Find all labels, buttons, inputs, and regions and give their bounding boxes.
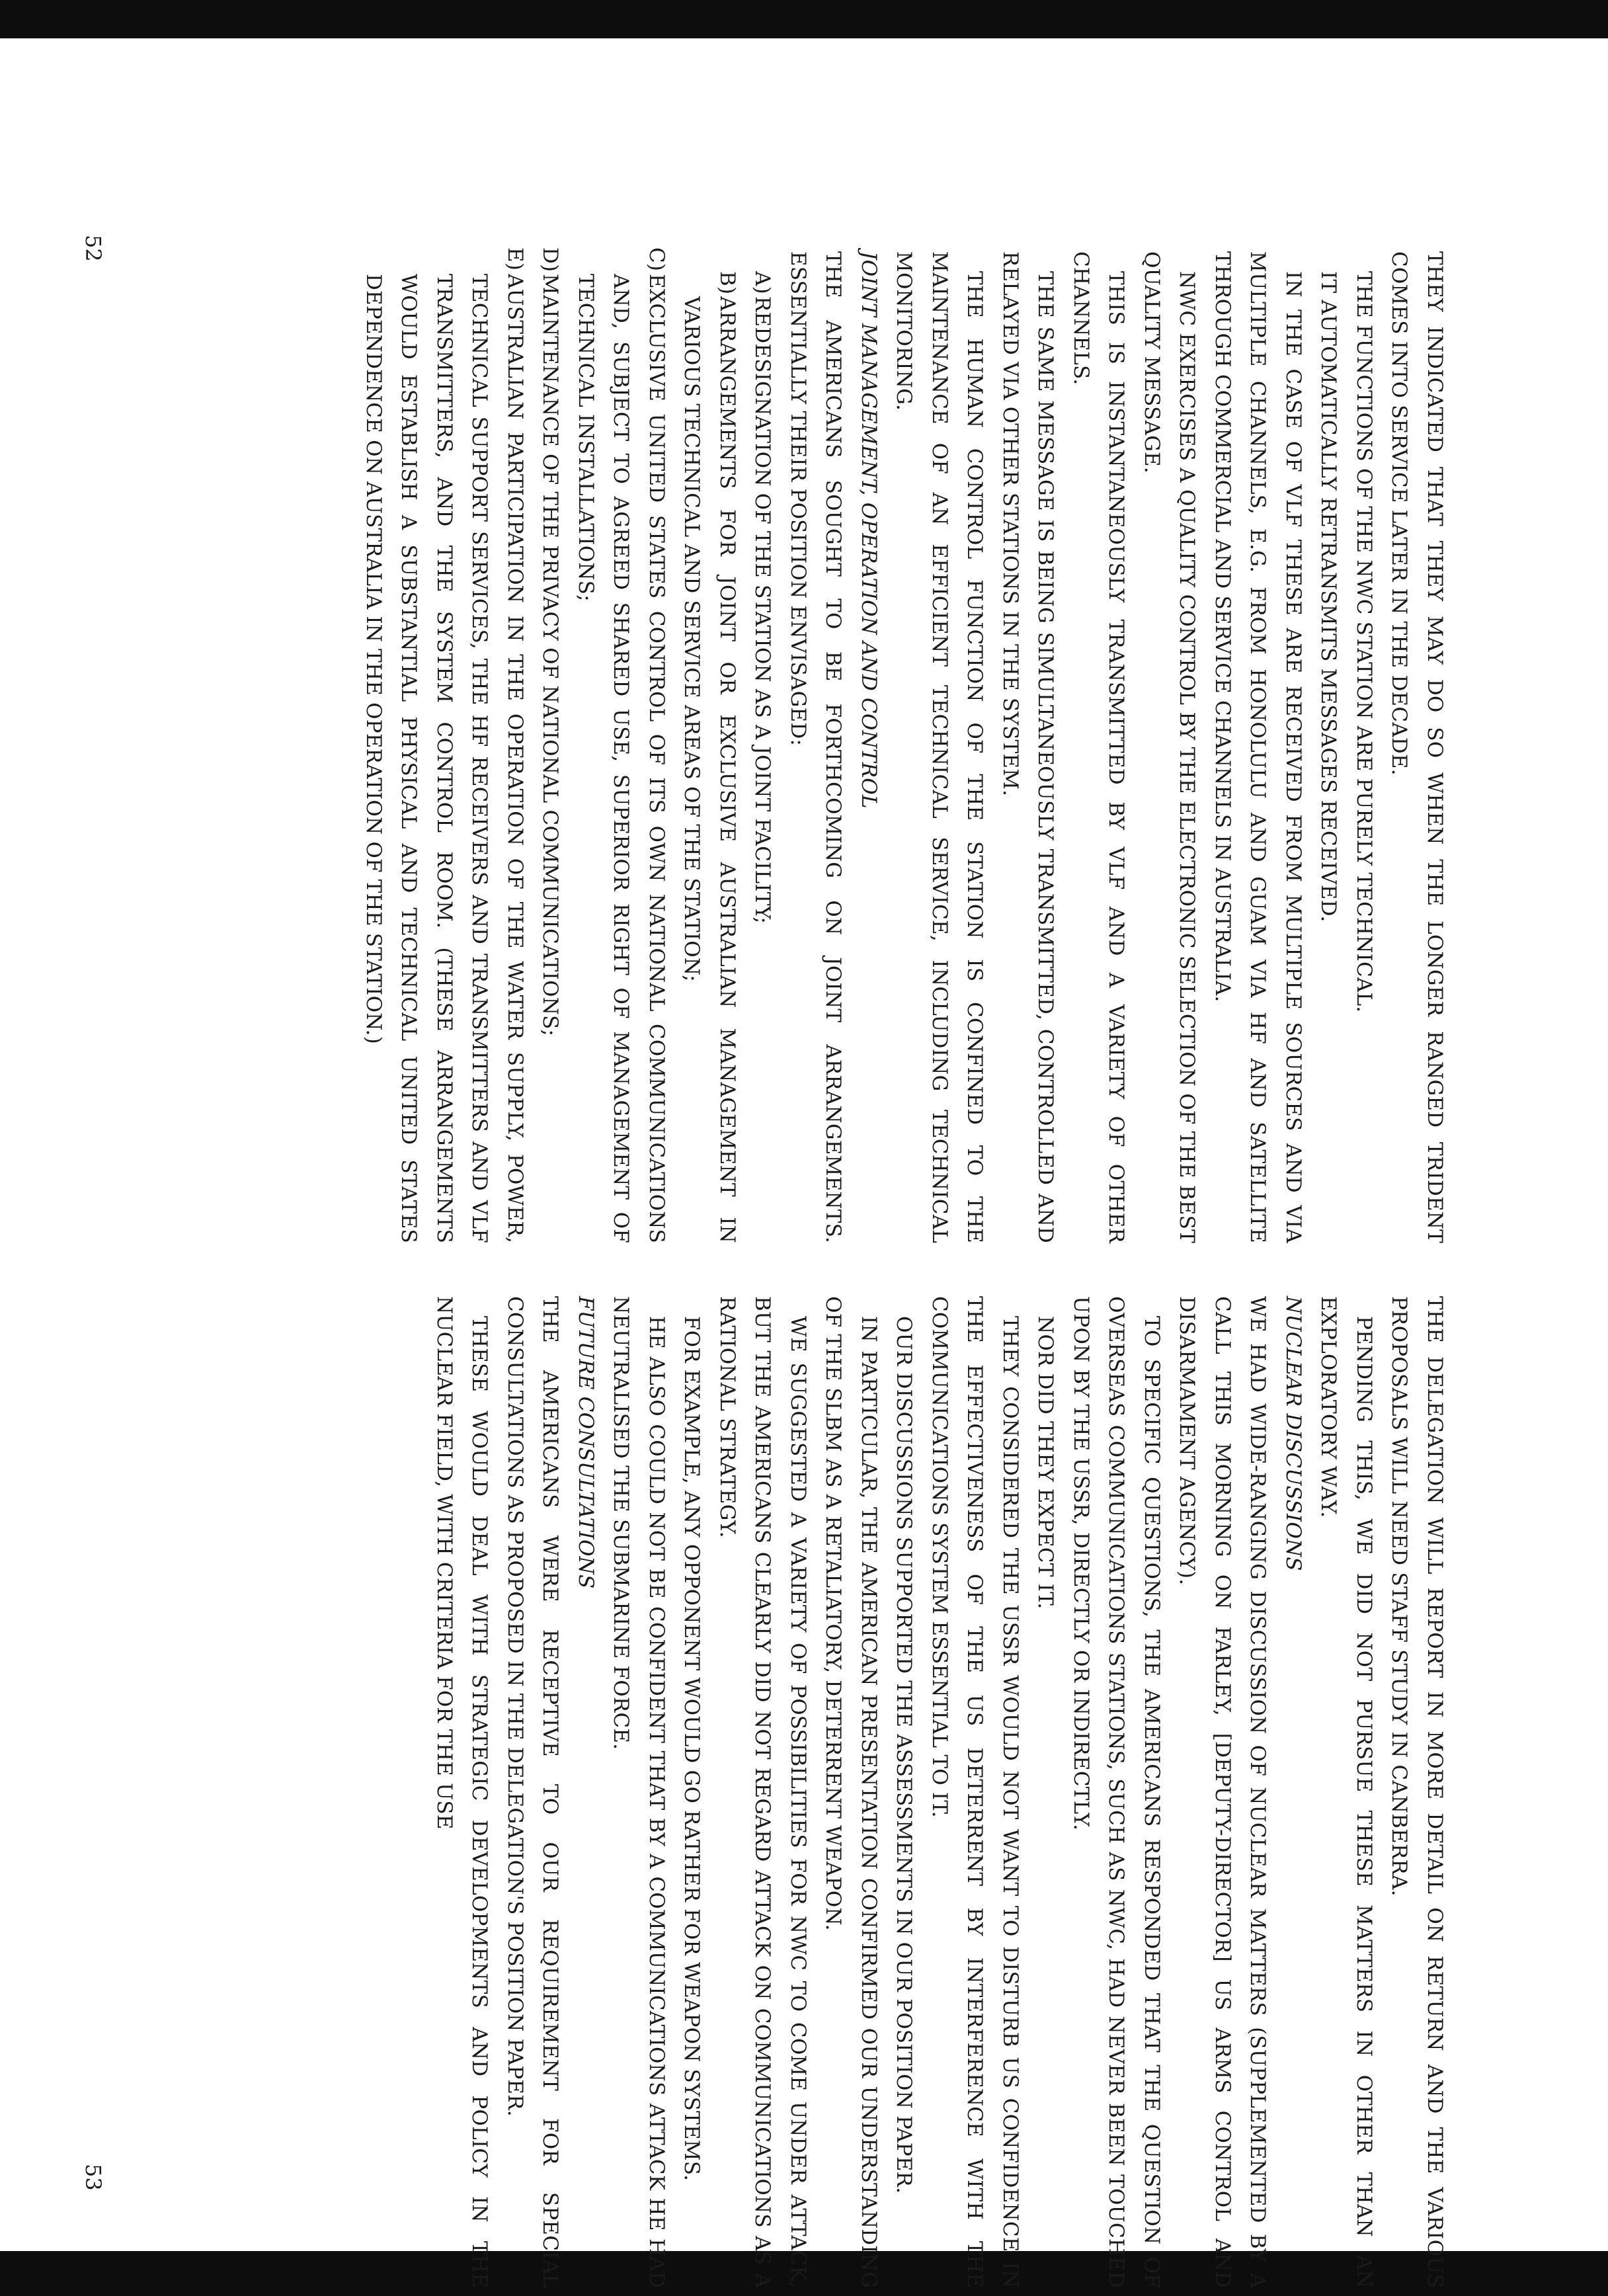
paragraph [603,1296,674,2288]
paragraph [674,1296,709,2288]
paragraph-text: ARRANGEMENTS FOR JOINT OR EXCLUSIVE AUSTRALIAN MANAGEMENT IN VARIOUS TECHNICAL AND SERVICE AREAS OF THE STATION; [680,296,739,1243]
paragraph-text: THE HUMAN CONTROL FUNCTION OF THE STATION IS CONFINED TO THE MAINTENANCE OF AN EFFICIENT TECHNICAL SERVICE, INCLUDING TECHNICAL MONITORING. [892,251,987,1243]
paragraph-text: THEY CONSIDERED THE USSR WOULD NOT WANT TO DISTURB US CONFIDENCE IN THE EFFECTIVENESS OF THE US DETERRENT BY INTERFERENCE WITH THE COMMUNICATIONS SYSTEM ESSENTIAL TO IT. [928,1296,1022,2288]
paragraph-text: IT AUTOMATICALLY RETRANSMITS MESSAGES RECEIVED. [1316,271,1341,922]
paragraph-text: MAINTENANCE OF THE PRIVACY OF NATIONAL COMMUNICATIONS; [538,274,563,1037]
list-label: E) [503,247,527,271]
paragraph-text: HE ALSO COULD NOT BE CONFIDENT THAT BY A COMMUNICATIONS ATTACK HE HAD NEUTRALISED THE SUBMARINE FORCE. [609,1296,668,2288]
paragraph [1381,1296,1452,2288]
paragraph-text: REDESIGNATION OF THE STATION AS A JOINT FACILITY; [750,296,775,924]
list-label: B) [715,271,739,295]
paragraph-text: THE AMERICANS SOUGHT TO BE FORTHCOMING ON JOINT ARRANGEMENTS. ESSENTIALLY THEIR POSITION ENVISAGED: [786,251,846,1243]
paragraph [532,247,568,1243]
paragraph [1063,1296,1170,2288]
paragraph [1310,251,1346,1243]
paragraph [1027,1296,1063,2288]
paragraph-text: NOR DID THEY EXPECT IT. [1033,1316,1058,1610]
paragraph [1346,251,1382,1243]
paragraph [497,1296,568,2288]
paragraph [886,251,992,1243]
paragraph [780,251,851,1243]
paragraph [1381,251,1452,1243]
section-heading [851,251,887,1243]
paragraph-text: TO SPECIFIC QUESTIONS, THE AMERICANS RESPONDED THAT THE QUESTION OF OVERSEAS COMMUNICATIONS STATIONS, SUCH AS NWC, HAD NEVER BEEN TOUCHED UPON BY THE USSR, DIRECTLY OR INDIRECTLY. [1069,1296,1164,2288]
paragraph-text: IN THE CASE OF VLF THESE ARE RECEIVED FROM MULTIPLE SOURCES AND VIA MULTIPLE CHANNELS, E.G. FROM HONOLULU AND GUAM VIA HF AND SATELLITE THROUGH COMMERCIAL AND SERVICE CHANNELS IN AUSTRALIA. [1211,251,1305,1243]
paragraph-text: WE HAD WIDE-RANGING DISCUSSION OF NUCLEAR MATTERS (SUPPLEMENTED BY A CALL THIS MORNING ON FARLEY, [DEPUTY-DIRECTOR] US ARMS CONTROL AND DISARMAMENT AGENCY). [1175,1296,1270,2288]
paragraph [1310,1296,1381,2288]
page-number-53: 53 [81,2164,106,2191]
paragraph-text: NWC EXERCISES A QUALITY CONTROL BY THE ELECTRONIC SELECTION OF THE BEST QUALITY MESSAGE. [1140,251,1199,1243]
paragraph-text: THESE WOULD DEAL WITH STRATEGIC DEVELOPMENTS AND POLICY IN THE NUCLEAR FIELD, WITH CRITERIA FOR THE USE [432,1296,492,2288]
paragraph [568,247,674,1243]
paragraph-text: THE FUNCTIONS OF THE NWC STATION ARE PURELY TECHNICAL. [1352,271,1376,1013]
paragraph-text: FOR EXAMPLE, ANY OPPONENT WOULD GO RATHER FOR WEAPON SYSTEMS. [680,1316,704,2182]
paragraph-text: THE SAME MESSAGE IS BEING SIMULTANEOUSLY TRANSMITTED, CONTROLLED AND RELAYED VIA OTHER STATIONS IN THE SYSTEM. [998,251,1058,1243]
paragraph-text: THEY INDICATED THAT THEY MAY DO SO WHEN THE LONGER RANGED TRIDENT COMES INTO SERVICE LATER IN THE DECADE. [1387,251,1447,1243]
paragraph-text: OUR DISCUSSIONS SUPPORTED THE ASSESSMENTS IN OUR POSITION PAPER. [892,1316,916,2194]
paragraph-text: THE AMERICANS WERE RECEPTIVE TO OUR REQUIREMENT FOR SPECIAL CONSULTATIONS AS PROPOSED IN THE DELEGATION'S POSITION PAPER. [503,1296,563,2288]
paragraph-text: PENDING THIS, WE DID NOT PURSUE THESE MATTERS IN OTHER THAN AN EXPLORATORY WAY. [1316,1296,1376,2288]
paragraph-text: NUCLEAR DISCUSSIONS [1281,1296,1305,1571]
paragraph [992,251,1063,1243]
paragraph-text: JOINT MANAGEMENT, OPERATION AND CONTROL [857,251,881,809]
paragraph-text: WE SUGGESTED A VARIETY OF POSSIBILITIES FOR NWC TO COME UNDER ATTACK, BUT THE AMERICANS CLEARLY DID NOT REGARD ATTACK ON COMMUNICATIONS AS A RATIONAL STRATEGY. [715,1296,810,2288]
paragraph [426,1296,497,2288]
scan-border-top [0,0,1608,38]
paragraph-text: EXCLUSIVE UNITED STATES CONTROL OF ITS OWN NATIONAL COMMUNICATIONS AND, SUBJECT TO AGREED SHARED USE, SUPERIOR RIGHT OF MANAGEMENT OF TECHNICAL INSTALLATIONS; [574,274,668,1243]
page-53-text [426,1296,1453,2288]
paragraph [709,1296,816,2288]
section-heading [1275,1296,1311,2288]
paragraph [356,247,533,1243]
paragraph-text: IN PARTICULAR, THE AMERICAN PRESENTATION CONFIRMED OUR UNDERSTANDING OF THE SLBM AS A RETALIATORY, DETERRENT WEAPON. [821,1296,881,2288]
paragraph [674,251,744,1243]
paragraph-text: THIS IS INSTANTANEOUSLY TRANSMITTED BY VLF AND A VARIETY OF OTHER CHANNELS. [1069,251,1129,1243]
paragraph [1169,1296,1275,2288]
paragraph [1063,251,1134,1243]
list-label: C) [645,247,668,272]
page-52-text [356,247,1453,1243]
paragraph [1205,251,1311,1243]
paragraph [922,1296,1028,2288]
paragraph-text: THE DELEGATION WILL REPORT IN MORE DETAIL ON RETURN AND THE VARIOUS PROPOSALS WILL NEED STAFF STUDY IN CANBERRA. [1387,1296,1447,2288]
page-number-52: 52 [81,235,106,262]
paragraph [815,1296,886,2288]
paragraph-text: AUSTRALIAN PARTICIPATION IN THE OPERATION OF THE WATER SUPPLY, POWER, TECHNICAL SUPPORT SERVICES, THE HF RECEIVERS AND TRANSMITTERS AND VLF TRANSMITTERS, AND THE SYSTEM CONTROL ROOM. (THESE ARRANGEMENTS WOULD ESTABLISH A SUBSTANTIAL PHYSICAL AND TECHNICAL UNITED STATES DEPENDENCE ON AUSTRALIA IN THE OPERATION OF THE STATION.) [362,274,527,1243]
paragraph [744,251,780,1243]
section-heading [568,1296,604,2288]
list-label: D) [538,247,563,272]
paragraph [886,1296,922,2288]
paragraph [1134,251,1205,1243]
list-label: A) [750,271,775,294]
paragraph-text: FUTURE CONSULTATIONS [574,1296,598,1589]
